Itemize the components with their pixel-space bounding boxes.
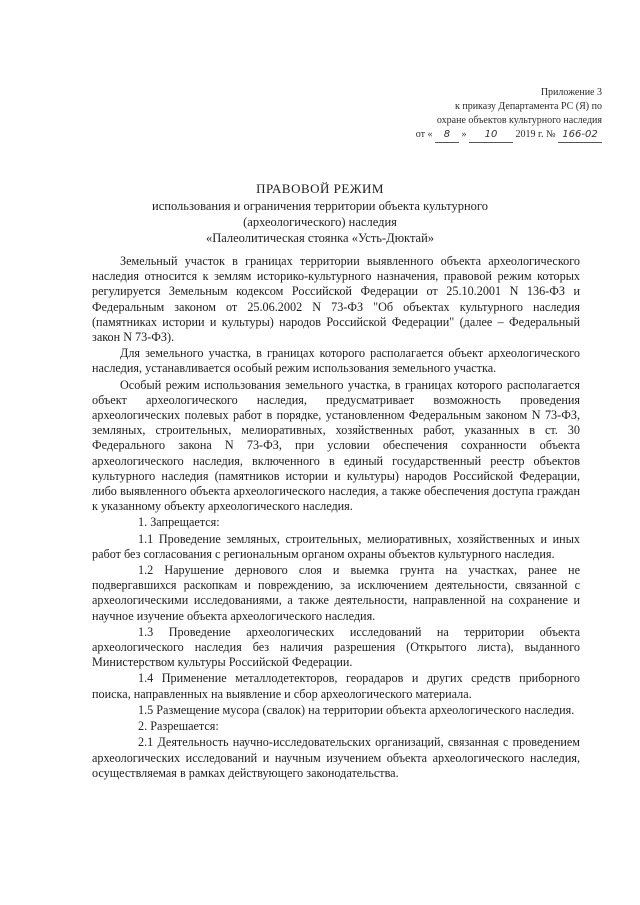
list-item: 1.4 Применение металлодетекторов, георадаров и других средств приборного поиска, направленных на выявление и сбор археологического материала. — [92, 671, 580, 701]
list-item: 1.1 Проведение земляных, строительных, мелиоративных, хозяйственных и иных работ без согласования с региональным органом охраны объектов культурного наследия. — [92, 531, 580, 561]
paragraph: Для земельного участка, в границах которого располагается объект археологического наследия, устанавливается особый режим использования земельного участка. — [92, 346, 580, 376]
appendix-line-1: Приложение 3 — [540, 87, 602, 98]
list-item: 2.1 Деятельность научно-исследовательских организаций, связанная с проведением археологических исследований и научным изучением объекта археологического наследия, осуществляемая в рамках действующего законодательства. — [92, 735, 580, 780]
date-day: 8 — [443, 129, 451, 140]
date-prefix: от « — [415, 129, 433, 140]
title-subtitle-3: «Палеолитическая стоянка «Усть-Дюктай» — [205, 231, 435, 245]
title-block — [130, 180, 510, 246]
appendix-date-line — [362, 128, 602, 143]
list-item: 1.5 Размещение мусора (свалок) на территории объекта археологического наследия. — [138, 702, 575, 717]
date-separator: » — [461, 129, 467, 140]
date-month: 10 — [484, 129, 498, 140]
section-heading: 1. Запрещается: — [138, 515, 220, 530]
list-item: 1.2 Нарушение дернового слоя и выемка грунта на участках, ранее не подвергавшихся раскопкам и повреждению, за исключением деятельности, связанной с археологическими исследованиями, а также деятельности, направленной на сохранение и научное изучение объекта археологического наследия. — [92, 563, 580, 623]
order-number: 166-02 — [562, 129, 598, 140]
section-heading: 2. Разрешается: — [138, 719, 219, 734]
paragraph: Особый режим использования земельного участка, в границах которого располагается объект археологического наследия, предусматривает возможность проведения археологических полевых работ в порядке, установленном Федеральным законом N 73-ФЗ, земляных, строительных, мелиоративных, хозяйственных работ, указанных в ст. 30 Федерального закона N 73-ФЗ, при условии обеспечения сохранности объекта археологического наследия, включенного в единый государственный реестр объектов культурного наследия (памятников истории и культуры) народов Российской Федерации, либо выявленного объекта археологического наследия, а также обеспечения доступа граждан к указанному объекту археологического наследия. — [92, 377, 580, 514]
appendix-header — [362, 86, 602, 143]
title-subtitle-2: (археологического) наследия — [243, 215, 397, 229]
appendix-line-2: к приказу Департамента РС (Я) по — [454, 101, 602, 112]
title-subtitle-1: использования и ограничения территории объекта культурного — [152, 199, 488, 213]
list-item: 1.3 Проведение археологических исследований на территории объекта археологического наследия без наличия разрешения (Открытого листа), выданного Министерством культуры Российской Федерации. — [92, 624, 580, 670]
date-year: 2019 г. № — [515, 129, 556, 140]
paragraph: Земельный участок в границах территории выявленного объекта археологического наследия относится к землям историко-культурного назначения, правовой режим которых регулируется Земельным кодексом Российской Федерации от 25.10.2001 N 136-ФЗ и Федеральным законом от 25.06.2002 N 73-ФЗ "Об объектах культурного наследия (памятниках истории и культуры) народов Российской Федерации" (далее – Федеральный закон N 73-ФЗ). — [92, 254, 580, 345]
page-title: ПРАВОВОЙ РЕЖИМ — [256, 181, 384, 196]
document-body — [92, 254, 580, 782]
appendix-line-3: охране объектов культурного наследия — [436, 115, 602, 126]
